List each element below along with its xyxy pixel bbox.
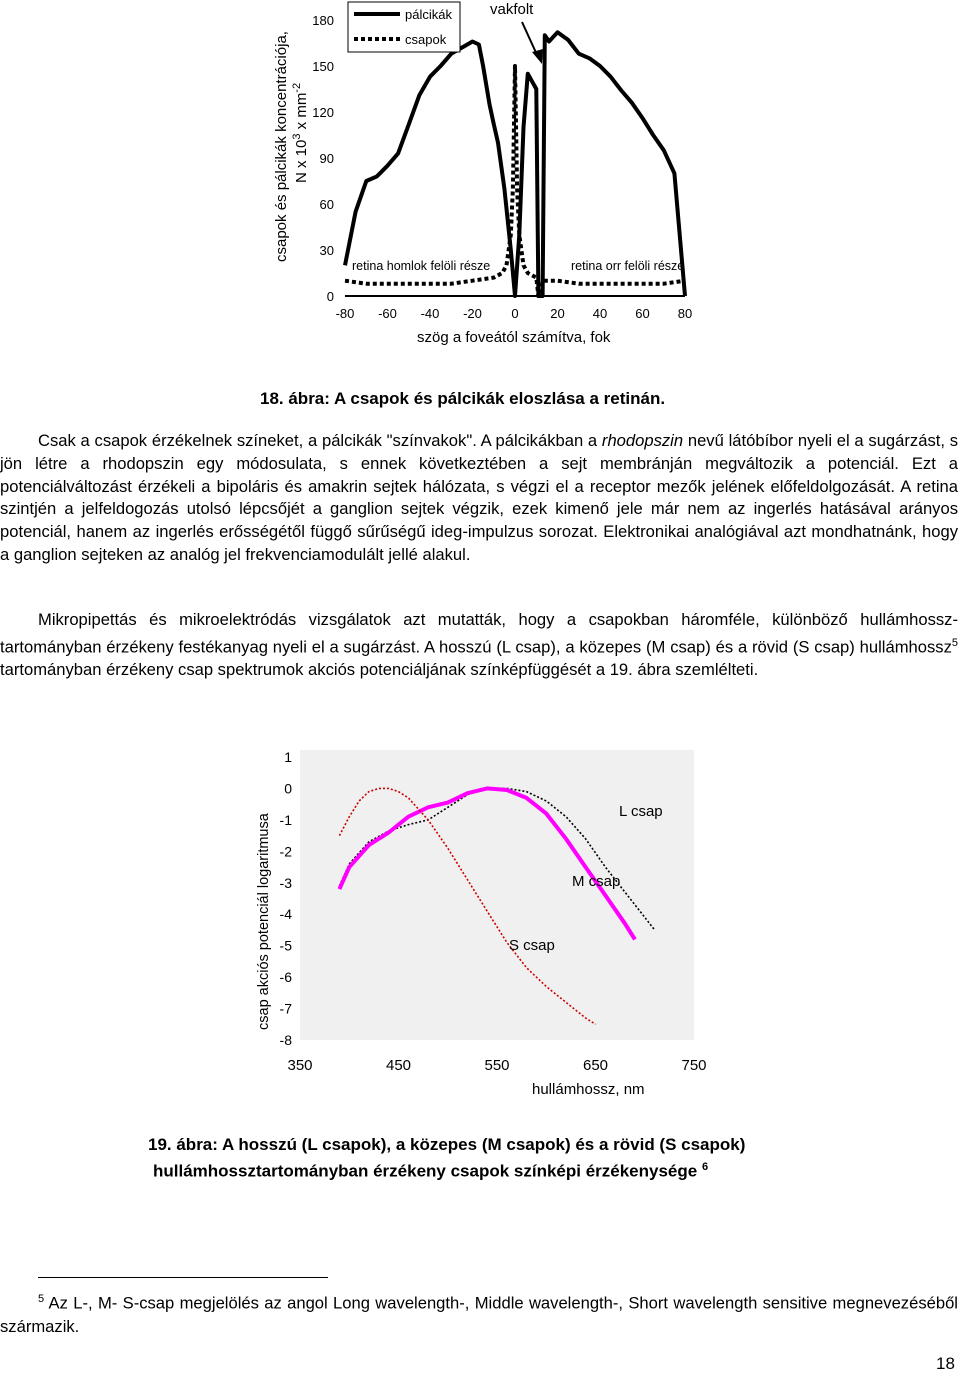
fig18-x-tick-label: -20 [463, 306, 482, 321]
fig18-xlabel: szög a foveától számítva, fok [417, 329, 611, 346]
fig19-x-tick-label: 450 [385, 1057, 412, 1074]
figure-18-caption: 18. ábra: A csapok és pálcikák eloszlása a retinán. [260, 389, 666, 408]
fig18-blind-spot-arrowhead [532, 49, 543, 64]
fig18-x-tick-label: -60 [378, 306, 397, 321]
fig19-y-tick-label: -5 [279, 937, 292, 954]
fig18-x-tick-label: 80 [677, 306, 693, 321]
figure-19-caption-line2: hullámhossztartományban érzékeny csapok színképi érzékenysége $^6$ [153, 1161, 709, 1181]
footnote-ref-5: 5 [951, 636, 958, 649]
fig18-y-tick-label: 180 [312, 13, 334, 28]
fig19-x-tick-label: 650 [582, 1057, 609, 1074]
fig18-y-tick-label: 30 [319, 243, 334, 258]
fig18-legend-label-cones: csapok [405, 32, 447, 47]
figure-19-caption-line1: 19. ábra: A hosszú (L csapok), a közepes (M csapok) és a rövid (S csapok) [148, 1135, 746, 1154]
fig19-y-tick-label: -3 [279, 874, 292, 891]
fig18-ylabel: csapok és pálcikák koncentrációja, [273, 31, 290, 262]
paragraph-1-italic: rhodopszin [601, 431, 684, 450]
fig19-y-tick-label: -1 [279, 811, 292, 828]
fig19-y-tick-label: -4 [279, 906, 292, 923]
fig18-x-tick-label: 60 [635, 306, 650, 321]
fig19-x-tick-labels [287, 1057, 706, 1074]
paragraph-1 [0, 430, 958, 567]
fig19-plot-area [300, 750, 694, 1040]
fig19-x-tick-label: 550 [484, 1057, 510, 1074]
footnote [0, 1288, 958, 1338]
fig18-series-group [345, 32, 685, 296]
fig18-y-tick-label: 60 [319, 197, 334, 212]
fig18-x-tick-label: 20 [550, 306, 565, 321]
fig19-xlabel: hullámhossz, nm [532, 1081, 645, 1098]
fig18-legend-label-rods: pálcikák [405, 7, 452, 22]
fig18-x-tick-label: 0 [511, 306, 519, 321]
fig19-y-tick-label: 1 [284, 749, 292, 765]
figure-18-chart [260, 0, 720, 352]
paragraph-2-text-a: Mikropipettás és mikroelektródás vizsgálatok azt mutatták, hogy a csapokban háromféle, különböző hullámhossz-tartományban érzékeny festékanyag nyeli el a sugárzást. A hosszú (L csap), a közepes (M csap) és a rövid (S csap) hullámhossz [0, 610, 958, 657]
fig18-y-tick-label: 90 [319, 151, 334, 166]
fig19-ylabel: csap akciós potenciál logaritmusa [256, 813, 272, 1030]
fig19-label-M: M csap [572, 873, 621, 890]
fig18-y-tick-label: 0 [326, 289, 334, 304]
figure-19-chart [250, 740, 720, 1098]
fig19-x-tick-label: 750 [681, 1057, 707, 1074]
fig19-y-tick-label: -8 [279, 1032, 292, 1048]
fig18-x-tick-labels [336, 306, 693, 321]
footnote-separator [38, 1277, 328, 1278]
fig19-label-L: L csap [619, 803, 663, 820]
fig19-y-tick-label: -7 [279, 1000, 292, 1017]
fig18-y-tick-label: 120 [312, 105, 334, 120]
paragraph-1-text-a: Csak a csapok érzékelnek színeket, a pálcikák "színvakok". A pálcikákban a [38, 431, 602, 450]
footnote-text: Az L-, M- S-csap megjelölés az angol Long wavelength-, Middle wavelength-, Short wavelength sensitive megnevezéséből származik. [0, 1293, 958, 1336]
paragraph-1-text-b: nevű látóbíbor nyeli el a sugárzást, s jön létre a rhodopszin egy módosulata, s ennek következtében a sejt membránján megváltozik a potenciál. Ezt a potenciálváltozást érzékeli a bipoláris és amakrin sejtek hálózata, s végzi el a receptor mezők jelének előfeldolgozását. A retina szintjén a jelfeldogozás utolsó lépcsőjét a ganglion sejtek végzik, ezek kimenő jele már nem az ingerlés hatásával arányos potenciál, hanem az ingerlés erősségétől függő sűrűségű ideg-impulzus sorozat. Elektronikai analógiával azt mondhatnánk, hogy a ganglion sejteken az analóg jel frekvenciamodulált jellé alakul. [0, 431, 959, 564]
fig18-blind-spot-label: vakfolt [490, 1, 534, 18]
footnote-number: 5 [38, 1293, 45, 1305]
fig18-x-tick-label: -80 [335, 306, 355, 321]
paragraph-2-text-b: tartományban érzékeny csap spektrumok akciós potenciáljának színképfüggését a 19. ábra szemlélteti. [0, 660, 759, 680]
page-number: 18 [936, 1354, 955, 1373]
fig19-y-tick-label: 0 [284, 780, 292, 797]
paragraph-2 [0, 609, 958, 682]
fig19-label-S: S csap [509, 937, 555, 954]
fig19-y-tick-labels [280, 749, 293, 1048]
fig19-y-tick-label: -2 [279, 843, 292, 860]
fig18-ylabel-units: N x $10^3$ x $mm^{-2}$ [291, 82, 310, 183]
fig19-y-tick-label: -6 [279, 969, 292, 986]
fig18-y-tick-labels [312, 13, 334, 304]
figure-19-caption [148, 1134, 745, 1183]
fig19-x-tick-label: 350 [287, 1057, 313, 1074]
fig18-x-tick-label: 40 [592, 306, 608, 321]
footnote-ref-6: 6 [701, 1161, 709, 1173]
fig18-right-region-label: retina orr felöli része [571, 259, 685, 273]
fig18-y-tick-label: 150 [312, 59, 334, 74]
fig18-x-tick-label: -40 [420, 306, 440, 321]
fig18-left-region-label: retina homlok felöli része [352, 259, 491, 273]
